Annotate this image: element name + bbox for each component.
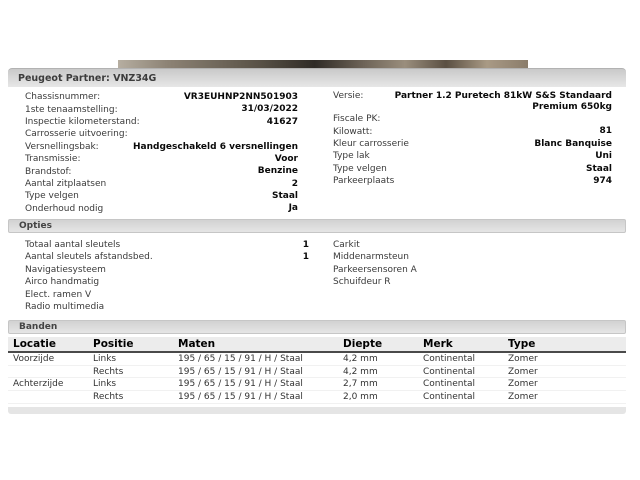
banden-table xyxy=(8,337,626,403)
cell-diepte: 2,0 mm xyxy=(343,391,378,402)
detail-row xyxy=(25,178,298,190)
vehicle-title-bar: Peugeot Partner: VNZ34G xyxy=(8,68,626,87)
detail-value: Uni xyxy=(595,151,612,162)
detail-value: VR3EUHNP2NN501903 xyxy=(183,91,298,102)
detail-value: 31/03/2022 xyxy=(241,104,298,115)
cell-maten: 195 / 65 / 15 / 91 / H / Staal xyxy=(178,391,303,402)
cell-diepte: 4,2 mm xyxy=(343,366,378,377)
cell-diepte: 2,7 mm xyxy=(343,379,378,390)
column-header: Type xyxy=(508,338,536,351)
detail-label: Kilowatt: xyxy=(333,126,373,137)
option-row xyxy=(25,276,309,288)
opties-left-column xyxy=(8,239,317,313)
detail-label: Versie: xyxy=(333,91,364,101)
table-row xyxy=(8,391,626,404)
column-header: Positie xyxy=(93,338,134,351)
cell-type: Zomer xyxy=(508,379,538,390)
detail-value: Handgeschakeld 6 versnellingen xyxy=(133,141,298,152)
option-row xyxy=(25,251,309,263)
option-row xyxy=(25,288,309,300)
detail-row xyxy=(25,128,298,140)
details-left-column xyxy=(8,91,317,215)
option-label: Middenarmsteun xyxy=(333,252,409,263)
detail-label: Fiscale PK: xyxy=(333,114,381,125)
detail-label: Kleur carrosserie xyxy=(333,138,409,149)
panel-footer-strip xyxy=(8,407,626,414)
cell-type: Zomer xyxy=(508,354,538,365)
opties-section-header: Opties xyxy=(8,219,626,233)
option-row xyxy=(25,264,309,276)
detail-value: Ja xyxy=(288,203,298,214)
cell-locatie: Achterzijde xyxy=(13,379,64,390)
detail-row xyxy=(333,125,612,137)
opties-section xyxy=(8,233,626,313)
detail-value: 41627 xyxy=(266,116,298,127)
detail-label: Parkeerplaats xyxy=(333,176,395,187)
detail-label: Chassisnummer: xyxy=(25,92,101,103)
column-header: Locatie xyxy=(13,338,56,351)
table-row xyxy=(8,366,626,379)
detail-row xyxy=(333,163,612,175)
details-section xyxy=(8,87,626,219)
table-row xyxy=(8,353,626,366)
detail-row xyxy=(25,141,298,153)
detail-row xyxy=(25,190,298,202)
detail-value: Staal xyxy=(271,191,298,202)
detail-label: 1ste tenaamstelling: xyxy=(25,104,118,115)
cell-positie: Rechts xyxy=(93,366,124,377)
cell-type: Zomer xyxy=(508,366,538,377)
detail-row xyxy=(333,150,612,162)
detail-row xyxy=(25,91,298,103)
detail-label: Onderhoud nodig xyxy=(25,203,104,214)
cell-merk: Continental xyxy=(423,391,476,402)
option-label: Radio multimedia xyxy=(25,302,105,313)
detail-value: 974 xyxy=(593,175,612,186)
option-value: 1 xyxy=(302,239,309,250)
option-label: Carkit xyxy=(333,240,360,251)
column-header: Diepte xyxy=(343,338,383,351)
detail-value: Partner 1.2 Puretech 81kW S&S Standaard Premium 650kg xyxy=(394,91,612,112)
detail-value: 2 xyxy=(291,178,298,189)
cell-locatie: Voorzijde xyxy=(13,354,55,365)
detail-row xyxy=(25,203,298,215)
column-header: Maten xyxy=(178,338,216,351)
column-header: Merk xyxy=(423,338,453,351)
vehicle-photo-bottom-edge xyxy=(118,60,528,68)
cell-maten: 195 / 65 / 15 / 91 / H / Staal xyxy=(178,379,303,390)
detail-row xyxy=(25,153,298,165)
detail-row xyxy=(333,175,612,187)
detail-value: 81 xyxy=(599,126,612,137)
cell-positie: Rechts xyxy=(93,391,124,402)
opties-right-column xyxy=(317,239,626,313)
detail-label: Carrosserie uitvoering: xyxy=(25,129,128,140)
cell-merk: Continental xyxy=(423,379,476,390)
cell-positie: Links xyxy=(93,379,117,390)
detail-label: Transmissie: xyxy=(25,154,81,165)
detail-label: Versnellingsbak: xyxy=(25,141,99,152)
detail-value: Voor xyxy=(274,153,298,164)
detail-value: Benzine xyxy=(257,166,298,177)
detail-label: Type velgen xyxy=(333,163,387,174)
detail-row xyxy=(25,165,298,177)
banden-section-header: Banden xyxy=(8,320,626,334)
detail-row xyxy=(25,116,298,128)
vehicle-info-panel xyxy=(8,68,626,414)
details-right-column xyxy=(317,91,626,215)
table-row xyxy=(8,378,626,391)
option-row xyxy=(333,276,612,288)
option-label: Parkeersensoren A xyxy=(333,264,417,275)
option-label: Aantal sleutels afstandsbed. xyxy=(25,252,153,263)
option-label: Totaal aantal sleutels xyxy=(25,240,121,251)
option-label: Elect. ramen V xyxy=(25,289,92,300)
option-label: Navigatiesysteem xyxy=(25,264,106,275)
option-row xyxy=(25,301,309,313)
detail-label: Inspectie kilometerstand: xyxy=(25,116,140,127)
cell-merk: Continental xyxy=(423,366,476,377)
cell-positie: Links xyxy=(93,354,117,365)
cell-diepte: 4,2 mm xyxy=(343,354,378,365)
detail-label: Aantal zitplaatsen xyxy=(25,178,107,189)
detail-row xyxy=(333,91,612,113)
banden-table-header xyxy=(8,337,626,353)
cell-maten: 195 / 65 / 15 / 91 / H / Staal xyxy=(178,354,303,365)
option-row xyxy=(333,239,612,251)
option-row xyxy=(25,239,309,251)
detail-label: Type velgen xyxy=(25,191,79,202)
option-row xyxy=(333,251,612,263)
detail-label: Brandstof: xyxy=(25,166,72,177)
detail-label: Type lak xyxy=(333,151,370,162)
cell-maten: 195 / 65 / 15 / 91 / H / Staal xyxy=(178,366,303,377)
detail-row xyxy=(333,138,612,150)
cell-type: Zomer xyxy=(508,391,538,402)
detail-value: Blanc Banquise xyxy=(534,138,612,149)
detail-value: Staal xyxy=(585,163,612,174)
option-row xyxy=(333,264,612,276)
option-label: Schuifdeur R xyxy=(333,277,391,288)
option-label: Airco handmatig xyxy=(25,277,100,288)
detail-row xyxy=(333,113,612,125)
option-value: 1 xyxy=(302,252,309,263)
detail-row xyxy=(25,103,298,115)
cell-merk: Continental xyxy=(423,354,476,365)
